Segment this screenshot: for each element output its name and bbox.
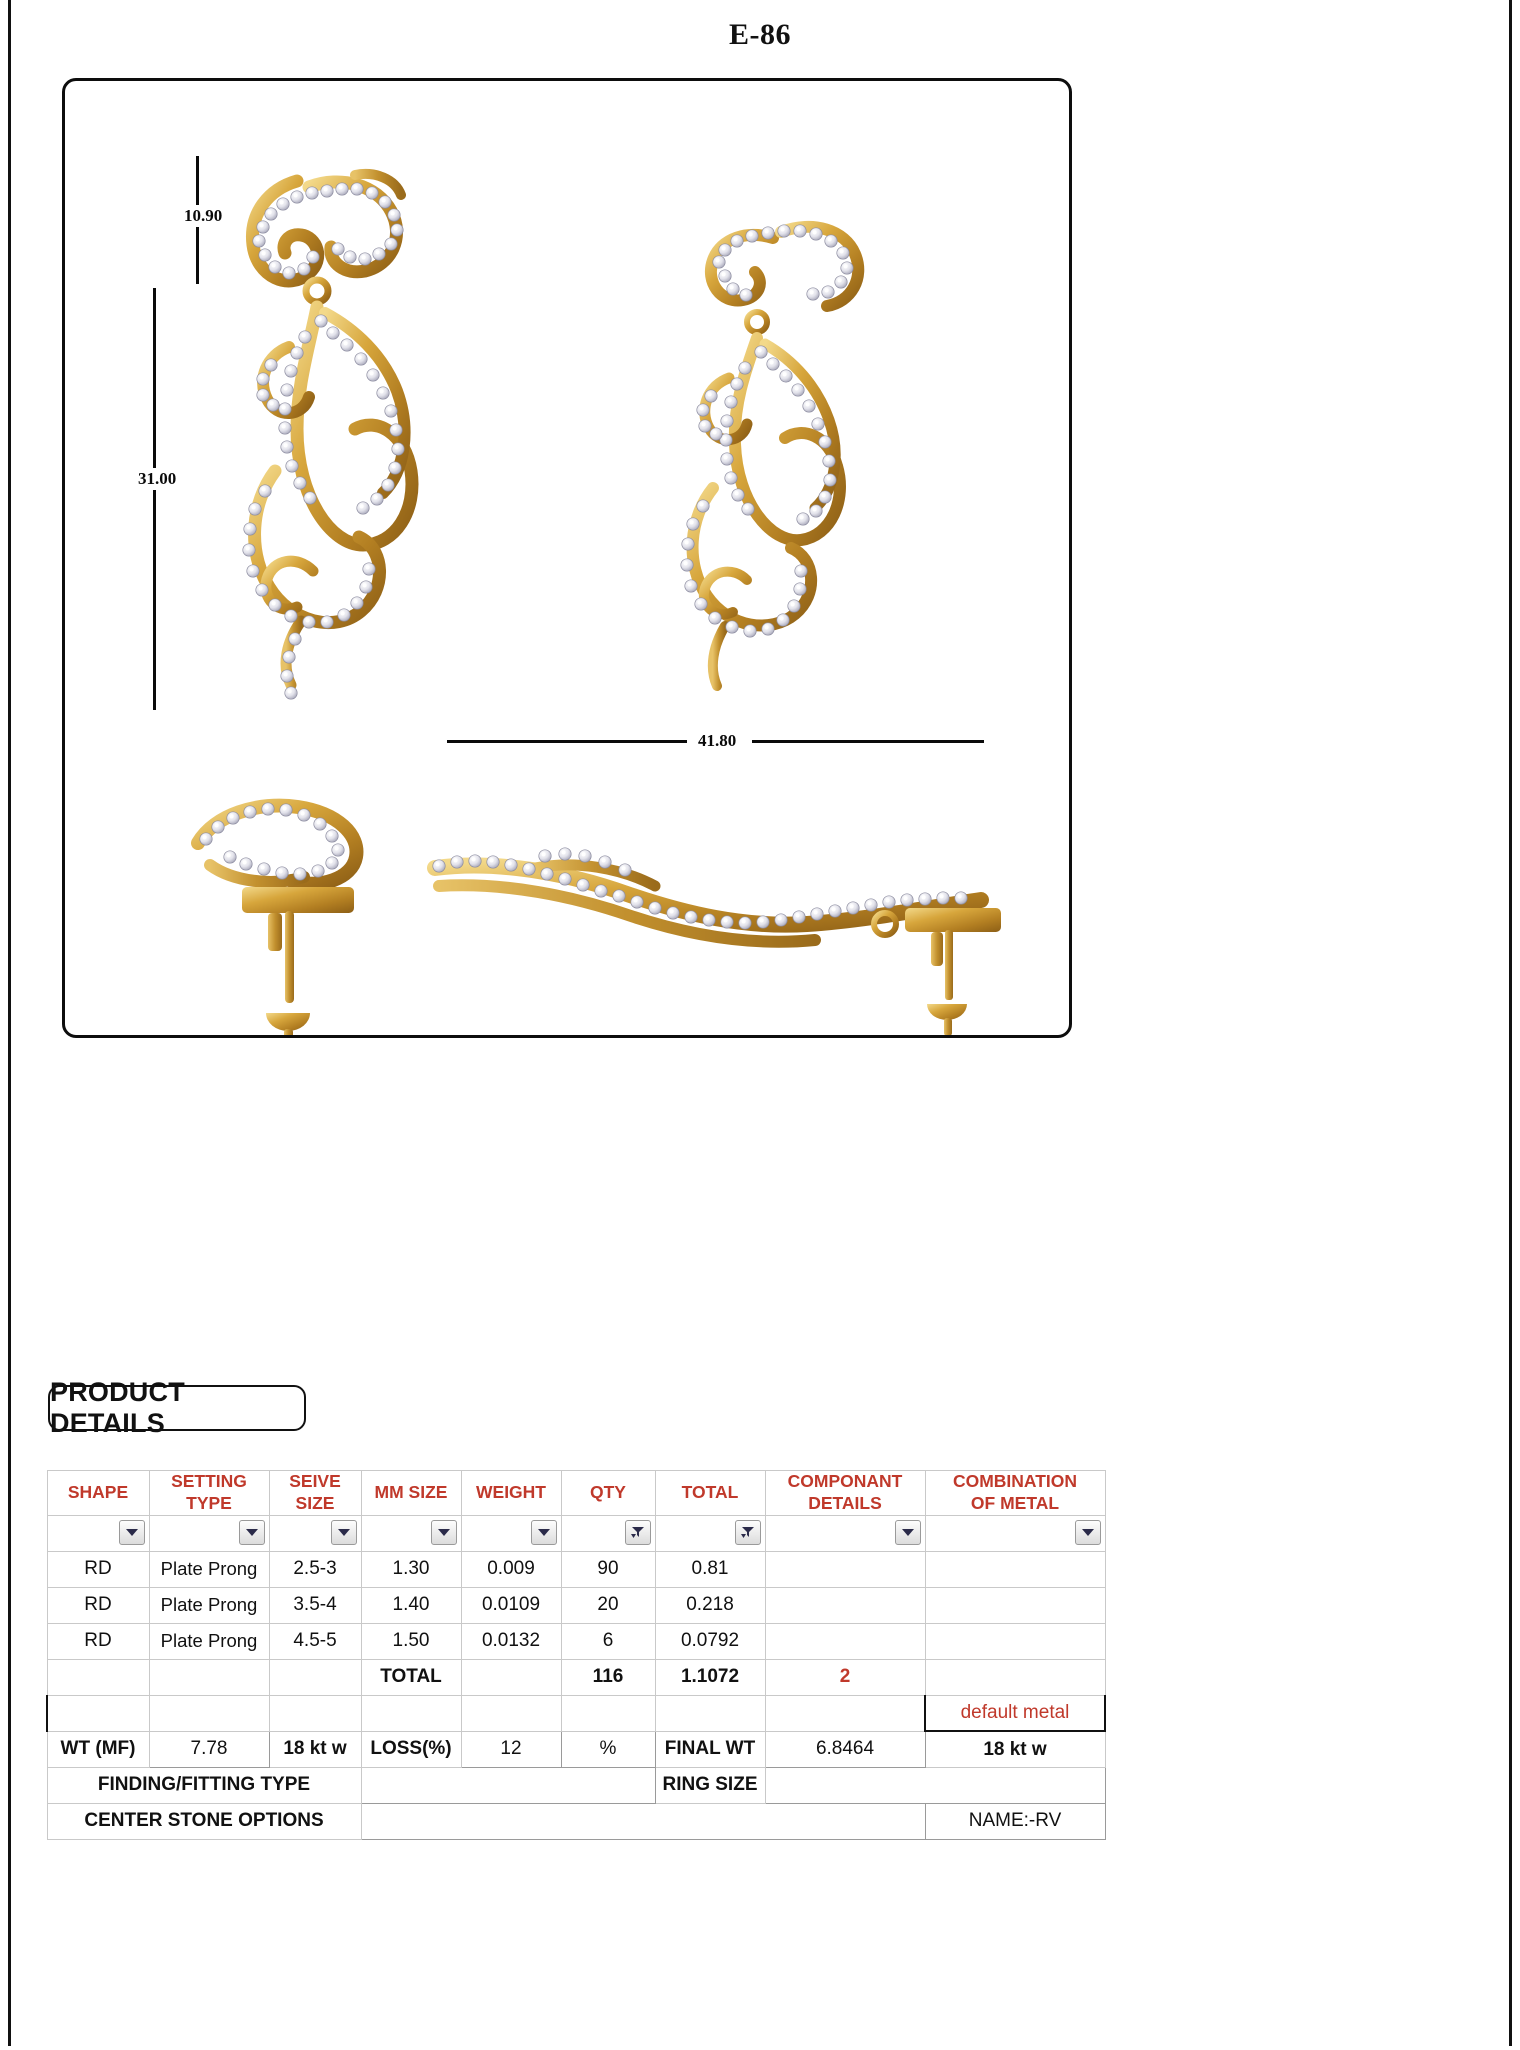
total-cell-shape — [47, 1659, 149, 1695]
table-weight-row — [47, 1731, 1105, 1767]
ring-size-label: RING SIZE — [655, 1767, 765, 1803]
total-cell-setting-type — [149, 1659, 269, 1695]
col-header-componant-details-l2: DETAILS — [808, 1492, 882, 1513]
cell-shape: RD — [47, 1551, 149, 1587]
table-row — [47, 1551, 1105, 1587]
dimension-label-1090: 10.90 — [180, 205, 226, 227]
finding-fitting-label: FINDING/FITTING TYPE — [47, 1767, 361, 1803]
col-header-mm-size-l1: MM SIZE — [374, 1481, 448, 1502]
cell-weight: 0.0132 — [461, 1623, 561, 1659]
table-center-stone-row — [47, 1803, 1105, 1839]
col-header-total — [655, 1471, 765, 1516]
cell-seive-size: 3.5-4 — [269, 1587, 361, 1623]
total-label: TOTAL — [361, 1659, 461, 1695]
filter-cell-componant-details[interactable] — [765, 1515, 925, 1551]
cell-qty: 90 — [561, 1551, 655, 1587]
cell-total: 0.218 — [655, 1587, 765, 1623]
col-header-setting-type-l2: TYPE — [186, 1492, 232, 1513]
total-cell-componant-details: 2 — [765, 1659, 925, 1695]
col-header-seive-size-l2: SIZE — [295, 1492, 335, 1513]
product-details-table — [46, 1470, 1106, 1840]
wt-mf-label: WT (MF) — [47, 1731, 149, 1767]
loss-label: LOSS(%) — [361, 1731, 461, 1767]
metal-spacer-1 — [47, 1695, 149, 1731]
dropdown-arrow-icon-shape[interactable] — [119, 1520, 145, 1545]
dimension-label-3100: 31.00 — [134, 468, 180, 490]
designer-name: NAME:-RV — [925, 1803, 1105, 1839]
total-cell-weight — [461, 1659, 561, 1695]
filter-cell-shape[interactable] — [47, 1515, 149, 1551]
dropdown-arrow-icon-combination-of-metal[interactable] — [1075, 1520, 1101, 1545]
col-header-setting-type — [149, 1471, 269, 1516]
metal-spacer-4 — [361, 1695, 461, 1731]
cell-weight: 0.009 — [461, 1551, 561, 1587]
total-cell-seive-size — [269, 1659, 361, 1695]
cell-setting-type: Plate Prong — [149, 1587, 269, 1623]
wt-mf-value: 7.78 — [149, 1731, 269, 1767]
final-wt-label: FINAL WT — [655, 1731, 765, 1767]
cell-qty: 6 — [561, 1623, 655, 1659]
cell-componant-details — [765, 1587, 925, 1623]
dropdown-arrow-icon-weight[interactable] — [531, 1520, 557, 1545]
col-header-weight-l1: WEIGHT — [476, 1481, 546, 1502]
total-cell-qty: 116 — [561, 1659, 655, 1695]
filter-cell-weight[interactable] — [461, 1515, 561, 1551]
table-filter-row — [47, 1515, 1105, 1551]
table-finding-row — [47, 1767, 1105, 1803]
center-stone-options-label: CENTER STONE OPTIONS — [47, 1803, 361, 1839]
filter-cell-seive-size[interactable] — [269, 1515, 361, 1551]
col-header-qty — [561, 1471, 655, 1516]
filter-cell-total[interactable] — [655, 1515, 765, 1551]
col-header-shape — [47, 1471, 149, 1516]
cell-shape: RD — [47, 1623, 149, 1659]
cell-total: 0.81 — [655, 1551, 765, 1587]
cell-combination-of-metal — [925, 1551, 1105, 1587]
cell-mm-size: 1.30 — [361, 1551, 461, 1587]
dropdown-arrow-icon-setting-type[interactable] — [239, 1520, 265, 1545]
col-header-combination-of-metal-l2: OF METAL — [970, 1492, 1060, 1513]
table-total-row — [47, 1659, 1105, 1695]
table-header-row — [47, 1471, 1105, 1516]
cell-componant-details — [765, 1551, 925, 1587]
cell-mm-size: 1.40 — [361, 1587, 461, 1623]
filter-cell-mm-size[interactable] — [361, 1515, 461, 1551]
filter-cell-qty[interactable] — [561, 1515, 655, 1551]
dimension-label-4180: 41.80 — [694, 730, 740, 752]
dimension-line-3100 — [153, 288, 156, 710]
table-row — [47, 1623, 1105, 1659]
total-cell-total: 1.1072 — [655, 1659, 765, 1695]
col-header-mm-size — [361, 1471, 461, 1516]
final-wt-value: 6.8464 — [765, 1731, 925, 1767]
cell-componant-details — [765, 1623, 925, 1659]
col-header-shape-l1: SHAPE — [67, 1481, 129, 1502]
filter-cell-setting-type[interactable] — [149, 1515, 269, 1551]
col-header-qty-l1: QTY — [590, 1481, 626, 1502]
ring-size-value[interactable] — [765, 1767, 1105, 1803]
cell-mm-size: 1.50 — [361, 1623, 461, 1659]
total-cell-combination-of-metal — [925, 1659, 1105, 1695]
loss-value: 12 — [461, 1731, 561, 1767]
percent-symbol: % — [561, 1731, 655, 1767]
metal-spacer-5 — [461, 1695, 561, 1731]
filter-active-icon-qty[interactable] — [625, 1520, 651, 1545]
filter-cell-combination-of-metal[interactable] — [925, 1515, 1105, 1551]
final-metal-value: 18 kt w — [925, 1731, 1105, 1767]
col-header-weight — [461, 1471, 561, 1516]
cell-seive-size: 4.5-5 — [269, 1623, 361, 1659]
default-metal-value: default metal — [925, 1695, 1105, 1731]
table-default-metal-row — [47, 1695, 1105, 1731]
metal-spacer-6 — [561, 1695, 655, 1731]
col-header-componant-details-l1: COMPONANT — [787, 1471, 903, 1491]
metal-spacer-2 — [149, 1695, 269, 1731]
metal-spacer-3 — [269, 1695, 361, 1731]
metal-spacer-8 — [765, 1695, 925, 1731]
col-header-combination-of-metal-l1: COMBINATION — [952, 1471, 1078, 1491]
dropdown-arrow-icon-mm-size[interactable] — [431, 1520, 457, 1545]
dimension-line-4180-left — [447, 740, 687, 743]
cell-setting-type: Plate Prong — [149, 1551, 269, 1587]
cell-shape: RD — [47, 1587, 149, 1623]
cell-seive-size: 2.5-3 — [269, 1551, 361, 1587]
col-header-componant-details — [765, 1471, 925, 1516]
dropdown-arrow-icon-componant-details[interactable] — [895, 1520, 921, 1545]
col-header-combination-of-metal — [925, 1471, 1105, 1516]
page-title: E-86 — [729, 18, 791, 51]
dimension-line-4180-right — [752, 740, 984, 743]
cell-setting-type: Plate Prong — [149, 1623, 269, 1659]
filter-active-icon-total[interactable] — [735, 1520, 761, 1545]
col-header-setting-type-l1: SETTING — [171, 1471, 247, 1491]
table-row — [47, 1587, 1105, 1623]
product-details-heading: PRODUCT DETAILS — [48, 1385, 306, 1431]
dropdown-arrow-icon-seive-size[interactable] — [331, 1520, 357, 1545]
col-header-seive-size — [269, 1471, 361, 1516]
col-header-seive-size-l1: SEIVE — [289, 1471, 341, 1491]
finding-fitting-value[interactable] — [361, 1767, 655, 1803]
col-header-total-l1: TOTAL — [681, 1481, 739, 1502]
cell-total: 0.0792 — [655, 1623, 765, 1659]
metal-spacer-7 — [655, 1695, 765, 1731]
cell-combination-of-metal — [925, 1623, 1105, 1659]
product-details-table-wrap — [46, 1470, 1104, 1840]
cell-qty: 20 — [561, 1587, 655, 1623]
cell-weight: 0.0109 — [461, 1587, 561, 1623]
wt-karat-value: 18 kt w — [269, 1731, 361, 1767]
center-stone-options-value[interactable] — [361, 1803, 925, 1839]
cell-combination-of-metal — [925, 1587, 1105, 1623]
